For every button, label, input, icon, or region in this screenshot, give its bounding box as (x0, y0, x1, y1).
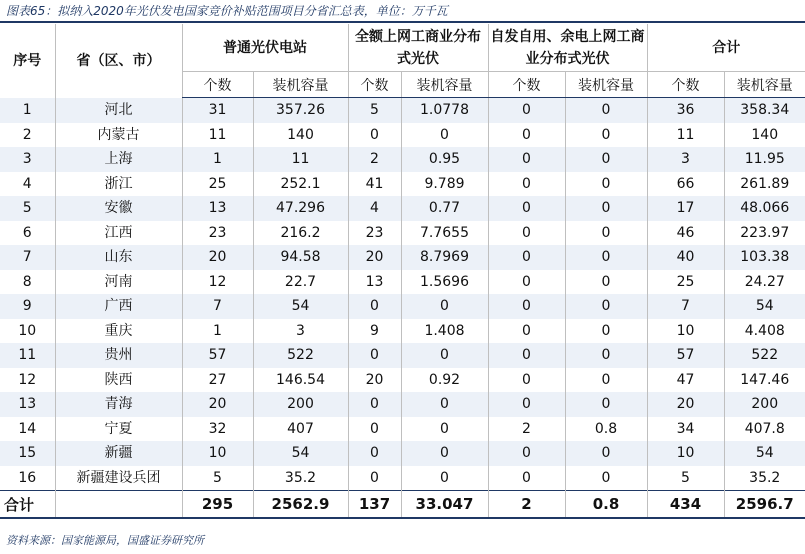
header-total-group: 合计 (647, 24, 805, 72)
cell-province: 山东 (55, 245, 182, 270)
cell-province: 河南 (55, 270, 182, 295)
cell-count: 57 (182, 343, 253, 368)
cell-count: 10 (647, 441, 724, 466)
cell-count: 9 (348, 319, 401, 344)
total-cell: 295 (182, 491, 253, 519)
cell-count: 27 (182, 368, 253, 393)
table-row (0, 466, 805, 491)
cell-seq: 2 (22, 126, 32, 143)
cell-count: 40 (647, 245, 724, 270)
cell-province: 河北 (55, 98, 182, 123)
cell-province: 陕西 (55, 368, 182, 393)
cell-province: 青海 (55, 392, 182, 417)
cell-count: 0 (488, 245, 565, 270)
cell-capacity: 54 (253, 294, 348, 319)
total-cell: 434 (647, 491, 724, 519)
cell-capacity: 200 (724, 392, 805, 417)
cell-count: 0 (348, 441, 401, 466)
cell-count: 1 (182, 319, 253, 344)
cell-count: 12 (182, 270, 253, 295)
cell-count: 20 (182, 245, 253, 270)
cell-capacity: 0 (401, 466, 488, 491)
cell-count: 7 (647, 294, 724, 319)
cell-capacity: 0 (565, 441, 647, 466)
cell-count: 0 (348, 466, 401, 491)
cell-capacity: 0.8 (565, 417, 647, 442)
cell-count: 41 (348, 172, 401, 197)
cell-capacity: 522 (724, 343, 805, 368)
cell-capacity: 407.8 (724, 417, 805, 442)
cell-capacity: 357.26 (253, 98, 348, 123)
cell-capacity: 7.7655 (401, 221, 488, 246)
cell-count: 0 (488, 343, 565, 368)
table-row (0, 270, 805, 295)
cell-province: 宁夏 (55, 417, 182, 442)
cell-capacity: 407 (253, 417, 348, 442)
table-row (0, 196, 805, 221)
cell-count: 10 (647, 319, 724, 344)
cell-count: 0 (348, 294, 401, 319)
cell-count: 0 (488, 221, 565, 246)
cell-capacity: 223.97 (724, 221, 805, 246)
cell-count: 20 (647, 392, 724, 417)
cell-count: 1 (182, 147, 253, 172)
cell-seq: 8 (22, 273, 32, 290)
cell-count: 17 (647, 196, 724, 221)
cell-capacity: 0 (565, 466, 647, 491)
cell-capacity: 103.38 (724, 245, 805, 270)
cell-capacity: 147.46 (724, 368, 805, 393)
cell-count: 13 (348, 270, 401, 295)
figure-caption: 图表65：拟纳入2020年光伏发电国家竞价补贴范围项目分省汇总表，单位：万千瓦 (6, 4, 448, 18)
cell-count: 0 (348, 123, 401, 148)
cell-seq: 11 (0, 343, 55, 368)
cell-seq: 1 (0, 98, 55, 123)
cell-capacity: 0 (565, 294, 647, 319)
cell-capacity: 261.89 (724, 172, 805, 197)
subheader-count: 个数 (348, 72, 401, 98)
cell-count: 25 (182, 172, 253, 197)
total-cell: 2 (488, 491, 565, 519)
total-cell: 0.8 (565, 491, 647, 519)
cell-capacity: 0.95 (401, 147, 488, 172)
cell-capacity: 47.296 (253, 196, 348, 221)
caption-divider (0, 21, 805, 23)
cell-count: 36 (647, 98, 724, 123)
cell-capacity: 11.95 (724, 147, 805, 172)
cell-province: 新疆建设兵团 (55, 466, 182, 491)
table-row (0, 123, 805, 148)
cell-capacity: 216.2 (253, 221, 348, 246)
cell-capacity: 24.27 (724, 270, 805, 295)
cell-count: 3 (647, 147, 724, 172)
subsidy-summary-table (0, 24, 805, 519)
cell-count: 5 (647, 466, 724, 491)
cell-count: 32 (182, 417, 253, 442)
cell-capacity: 0 (401, 417, 488, 442)
cell-capacity: 0 (565, 98, 647, 123)
cell-count: 0 (488, 172, 565, 197)
header-ordinary-pv-station: 普通光伏电站 (182, 24, 348, 72)
cell-seq: 7 (0, 245, 55, 270)
cell-count: 13 (182, 196, 253, 221)
cell-capacity: 54 (253, 441, 348, 466)
cell-count: 0 (488, 98, 565, 123)
cell-count: 10 (182, 441, 253, 466)
cell-count: 20 (348, 368, 401, 393)
cell-count: 0 (488, 294, 565, 319)
cell-province: 安徽 (55, 196, 182, 221)
cell-count: 34 (647, 417, 724, 442)
cell-capacity: 0 (401, 343, 488, 368)
table-row (0, 147, 805, 172)
table-row (0, 98, 805, 123)
cell-capacity: 4.408 (724, 319, 805, 344)
cell-capacity: 3 (253, 319, 348, 344)
table-row (0, 441, 805, 466)
cell-capacity: 0 (565, 172, 647, 197)
cell-seq: 5 (0, 196, 55, 221)
cell-count: 0 (488, 441, 565, 466)
total-label: 合计 (0, 491, 55, 519)
subheader-count: 个数 (647, 72, 724, 98)
cell-capacity: 8.7969 (401, 245, 488, 270)
header-seq: 序号 (13, 52, 42, 69)
source-note: 资料来源：国家能源局，国盛证券研究所 (6, 534, 204, 547)
cell-capacity: 0 (565, 221, 647, 246)
cell-capacity: 0 (401, 294, 488, 319)
cell-capacity: 1.5696 (401, 270, 488, 295)
cell-seq: 4 (22, 175, 32, 192)
cell-capacity: 200 (253, 392, 348, 417)
cell-capacity: 0 (565, 123, 647, 148)
cell-seq: 16 (18, 469, 37, 486)
cell-count: 0 (488, 319, 565, 344)
cell-count: 5 (182, 466, 253, 491)
cell-province: 江西 (55, 221, 182, 246)
cell-count: 66 (647, 172, 724, 197)
table-row (0, 245, 805, 270)
cell-province: 内蒙古 (55, 123, 182, 148)
cell-count: 0 (488, 466, 565, 491)
cell-count: 20 (348, 245, 401, 270)
cell-capacity: 0 (565, 343, 647, 368)
cell-capacity: 140 (253, 123, 348, 148)
subheader-count: 个数 (182, 72, 253, 98)
cell-capacity: 1.0778 (401, 98, 488, 123)
cell-capacity: 0 (401, 392, 488, 417)
cell-count: 0 (488, 368, 565, 393)
cell-capacity: 0 (565, 392, 647, 417)
cell-capacity: 358.34 (724, 98, 805, 123)
cell-count: 2 (488, 417, 565, 442)
subheader-capacity: 装机容量 (565, 72, 647, 98)
cell-capacity: 0 (565, 196, 647, 221)
cell-seq: 15 (0, 441, 55, 466)
cell-capacity: 0 (565, 319, 647, 344)
total-cell: 137 (348, 491, 401, 519)
cell-capacity: 35.2 (724, 466, 805, 491)
total-row (0, 491, 805, 519)
subheader-capacity: 装机容量 (401, 72, 488, 98)
cell-count: 0 (488, 123, 565, 148)
table-row (0, 221, 805, 246)
cell-seq: 9 (0, 294, 55, 319)
cell-capacity: 146.54 (253, 368, 348, 393)
cell-capacity: 0.77 (401, 196, 488, 221)
cell-count: 11 (647, 123, 724, 148)
cell-province: 上海 (55, 147, 182, 172)
cell-capacity: 0 (565, 368, 647, 393)
cell-seq: 10 (18, 322, 37, 339)
cell-count: 47 (647, 368, 724, 393)
cell-seq: 3 (0, 147, 55, 172)
cell-count: 2 (348, 147, 401, 172)
cell-capacity: 0 (565, 147, 647, 172)
table-row (0, 392, 805, 417)
cell-province: 新疆 (55, 441, 182, 466)
cell-count: 57 (647, 343, 724, 368)
cell-count: 0 (488, 392, 565, 417)
cell-province: 广西 (55, 294, 182, 319)
table-row (0, 343, 805, 368)
cell-capacity: 0 (565, 245, 647, 270)
cell-count: 25 (647, 270, 724, 295)
cell-count: 0 (348, 392, 401, 417)
cell-count: 23 (182, 221, 253, 246)
subheader-count: 个数 (488, 72, 565, 98)
cell-capacity: 94.58 (253, 245, 348, 270)
cell-capacity: 35.2 (253, 466, 348, 491)
header-full-grid-distributed-pv: 全额上网工商业分布式光伏 (348, 24, 488, 72)
header-province: 省（区、市） (55, 24, 182, 98)
table-row (0, 319, 805, 344)
cell-province: 浙江 (55, 172, 182, 197)
cell-seq: 6 (22, 224, 32, 241)
total-cell: 33.047 (401, 491, 488, 519)
cell-count: 0 (488, 270, 565, 295)
table-row (0, 368, 805, 393)
subheader-capacity: 装机容量 (724, 72, 805, 98)
cell-capacity: 0 (401, 123, 488, 148)
cell-count: 0 (348, 343, 401, 368)
cell-province: 贵州 (55, 343, 182, 368)
cell-capacity: 54 (724, 294, 805, 319)
cell-count: 7 (182, 294, 253, 319)
cell-count: 20 (182, 392, 253, 417)
table-body (0, 98, 805, 519)
cell-count: 31 (182, 98, 253, 123)
cell-capacity: 140 (724, 123, 805, 148)
header-self-use-distributed-pv: 自发自用、余电上网工商业分布式光伏 (488, 24, 647, 72)
table-header (0, 24, 805, 98)
cell-capacity: 11 (253, 147, 348, 172)
total-blank (55, 491, 182, 519)
cell-count: 23 (348, 221, 401, 246)
cell-count: 0 (488, 147, 565, 172)
cell-count: 0 (348, 417, 401, 442)
total-cell: 2562.9 (253, 491, 348, 519)
subheader-capacity: 装机容量 (253, 72, 348, 98)
cell-capacity: 522 (253, 343, 348, 368)
cell-capacity: 0.92 (401, 368, 488, 393)
cell-capacity: 54 (724, 441, 805, 466)
cell-capacity: 252.1 (253, 172, 348, 197)
total-cell: 2596.7 (724, 491, 805, 519)
cell-count: 4 (348, 196, 401, 221)
cell-capacity: 0 (565, 270, 647, 295)
cell-seq: 13 (0, 392, 55, 417)
table-row (0, 417, 805, 442)
cell-capacity: 22.7 (253, 270, 348, 295)
cell-count: 0 (488, 196, 565, 221)
cell-province: 重庆 (55, 319, 182, 344)
cell-seq: 14 (18, 420, 37, 437)
table-row (0, 172, 805, 197)
cell-capacity: 9.789 (401, 172, 488, 197)
cell-capacity: 0 (401, 441, 488, 466)
cell-capacity: 1.408 (401, 319, 488, 344)
cell-seq: 12 (18, 371, 37, 388)
table-row (0, 294, 805, 319)
cell-count: 5 (348, 98, 401, 123)
cell-capacity: 48.066 (724, 196, 805, 221)
cell-count: 11 (182, 123, 253, 148)
cell-count: 46 (647, 221, 724, 246)
